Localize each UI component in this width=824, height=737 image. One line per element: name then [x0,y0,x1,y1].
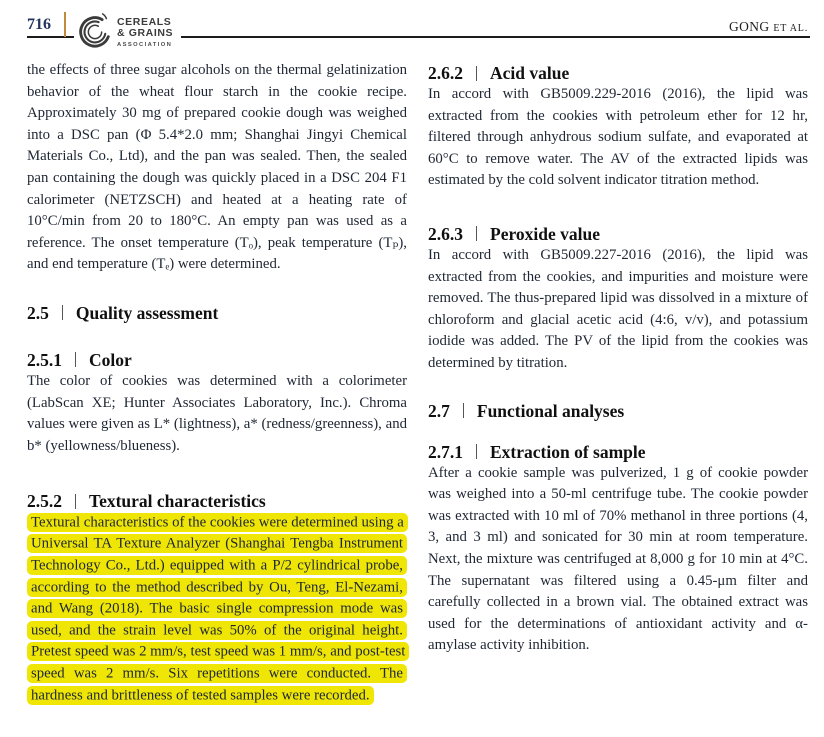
paragraph-dsc-method: the effects of three sugar alcohols on the thermal gelatinization behavior of the wheat flour starch in the cookie recipe. Approximately 30 mg of prepared cookie dough was weighed into a DSC pan (Φ 5.4*2.0 mm; Shanghai Jingyi Chemical Materials Co., Ltd), and the pan was sealed. Then, the sealed pan containing the dough was quickly placed in a DSC 204 F1 calorimeter (NETZSCH) and heated at a heating rate of 10°C/min from 20 to 180°C. An empty pan was used as a reference. The onset temperature (Tₒ), peak temperature (Tₚ), and end temperature (Tₑ) were determined. [27,62,407,273]
logo-line-grains: & GRAINS [117,26,174,39]
section-heading-2-7 [428,400,808,422]
logo-line-cereals: CEREALS [117,15,172,28]
section-title: Functional analyses [476,400,625,421]
section-number: 2.6.2 [428,63,463,83]
section-number: 2.5.1 [27,349,62,370]
section-title: Extraction of sample [490,441,646,462]
section-divider [476,226,477,241]
section-title: Acid value [490,63,570,83]
section-divider [476,66,477,81]
page-header [0,0,824,58]
body-columns [27,60,808,707]
logo-swirl-icon [76,10,114,57]
running-head [729,19,808,35]
section-title: Peroxide value [490,223,601,244]
section-number: 2.6.3 [428,223,463,244]
section-divider [476,444,477,459]
paragraph-extraction: After a cookie sample was pulverized, 1 g of cookie powder was weighed into a 50-ml centrifuge tube. The cookie powder was extracted with 10 ml of 70% methanol in three portions (4, 3, and 3 ml) and sonicated for 30 min at room temperature. Next, the mixture was centrifuged at 8,000 g for 10 min at 4°C. The supernatant was filtered using a 0.45-μm filter and carefully collected in a brown vial. The obtained extract was used for the determinations of antioxidant activity and α-amylase activity inhibition. [428,464,808,654]
section-heading-2-7-1 [428,441,808,463]
running-head-author: GONG [728,19,770,34]
section-title: Quality assessment [75,302,219,323]
logo-wordmark [117,17,173,51]
right-column [428,60,808,707]
section-divider [75,494,76,509]
section-divider [463,403,464,418]
section-heading-2-5-2 [27,490,407,512]
paragraph-acid-value: In accord with GB5009.229-2016 (2016), the lipid was extracted from the cookies with petroleum ether for 12 hr, filtered through anhydrous sodium sulfate, and evaporated at 60°C to remove water. The AV of the extracted lipids was estimated by the cold solvent indicator titration method. [428,86,808,189]
section-heading-2-5 [27,302,407,324]
section-heading-2-6-3 [428,223,808,245]
logo-line-association: ASSOCIATION [117,41,173,48]
section-number: 2.5 [27,302,49,323]
page-number: 716 [27,16,51,33]
section-number: 2.7 [428,400,450,421]
paragraph-peroxide-value: In accord with GB5009.227-2016 (2016), the lipid was extracted from the cookies, and impurities and moisture were removed. The thus-prepared lipid was dissolved in a mixture of chloroform and glacial acetic acid (4:6, v/v), and potassium iodide was added. The PV of the lipid from the cookies was determined by titration. [428,246,808,371]
section-title: Color [89,349,132,370]
section-heading-2-6-2 [428,62,808,84]
publisher-logo [74,10,181,59]
section-title: Textural characteristics [89,491,266,512]
section-number: 2.5.2 [27,491,62,512]
running-head-suffix: ET AL. [773,23,808,34]
section-number: 2.7.1 [428,441,463,462]
section-divider [75,352,76,367]
paragraph-texture [27,512,407,706]
left-column [27,60,407,707]
accent-bar-icon [64,12,66,37]
paragraph-color: The color of cookies was determined with a colorimeter (LabScan XE; Hunter Associates Laboratory, Inc.). Chroma values were given as L* (lightness), a* (redness/greenness), and b* (yellowness/blueness). [27,372,407,454]
section-heading-2-5-1 [27,349,407,371]
section-divider [62,305,63,320]
highlighted-text: Textural characteristics of the cookies were determined using a Universal TA Texture Analyzer (Shanghai Tengba Instrument Technology Co., Ltd.) equipped with a P/2 cylindrical probe, according to the method described by Ou, Teng, El-Nezami, and Wang (2018). The basic single compression mode was used, and the strain level was 50% of the original height. Pretest speed was 2 mm/s, test speed was 1 mm/s, and post-test speed was 2 mm/s. Six repetitions were conducted. The hardness and brittleness of tested samples were recorded. [27,513,409,705]
